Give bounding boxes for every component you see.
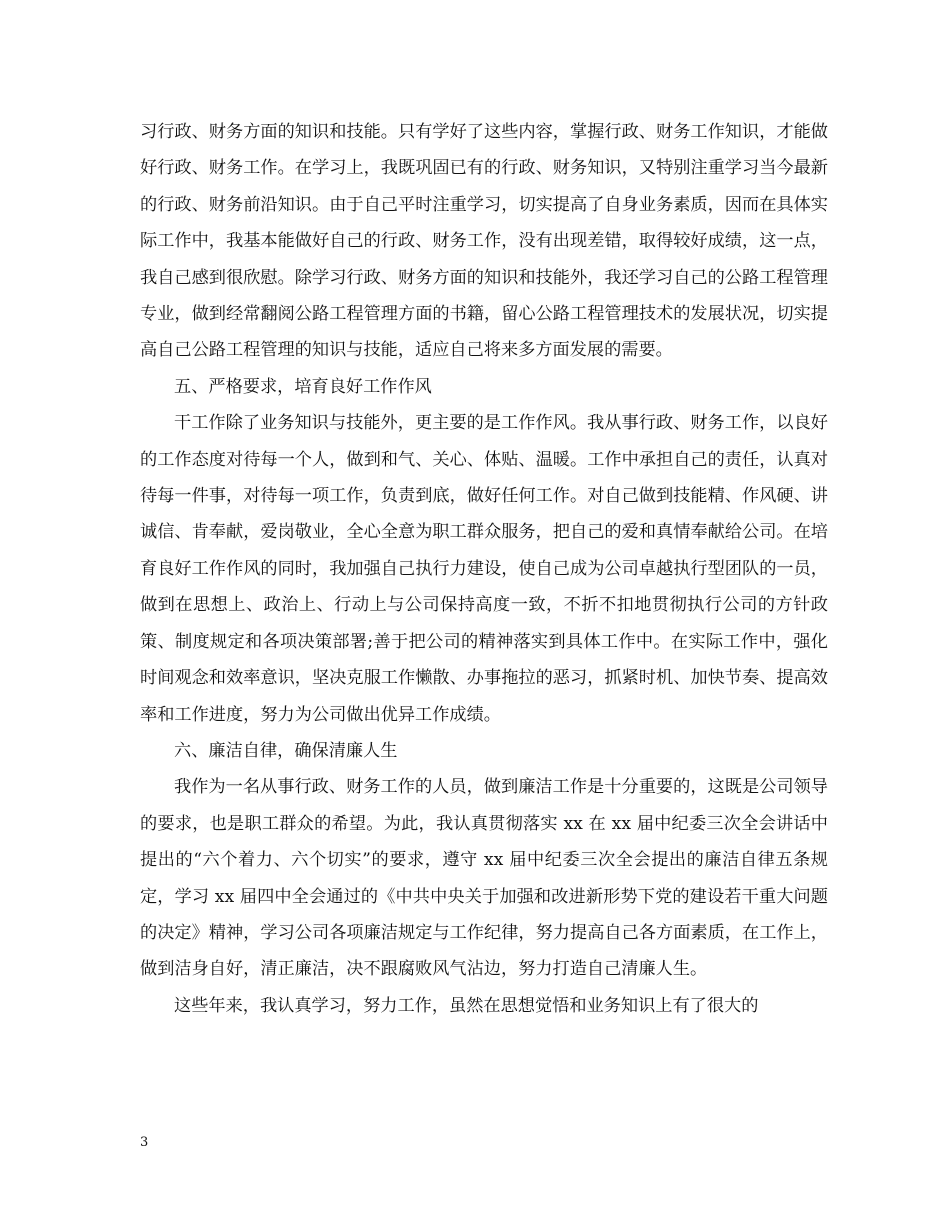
paragraph-closing: 这些年来，我认真学习，努力工作，虽然在思想觉悟和业务知识上有了很大的 — [174, 995, 759, 1016]
section-heading-6: 六、廉洁自律，确保清廉人生 — [174, 740, 398, 761]
paragraph-work-style: 干工作除了业务知识与技能外，更主要的是工作作风。我从事行政、财务工作，以良好的工作态度对待每一个人，做到和气、关心、体贴、温暖。工作中承担自己的责任，认真对待每一件事，对待每一项工作，负责到底，做好任何工作。对自己做到技能精、作风硬、讲诚信、肯奉献，爱岗敬业，全心全意为职工群众服务，把自己的爱和真情奉献给公司。在培育良好工作作风的同时，我加强自己执行力建设，使自己成为公司卓越执行型团队的一员，做到在思想上、政治上、行动上与公司保持高度一致，不折不扣地贯彻执行公司的方针政策、制度规定和各项决策部署;善于把公司的精神落实到具体工作中。在实际工作中，强化时间观念和效率意识，坚决克服工作懒散、办事拖拉的恶习，抓紧时机、加快节奏、提高效率和工作进度，努力为公司做出优异工作成绩。 — [140, 413, 828, 725]
section-heading-5: 五、严格要求，培育良好工作作风 — [174, 376, 432, 397]
document-body — [140, 114, 828, 1024]
page-number: 3 — [140, 1135, 149, 1150]
paragraph-continued: 习行政、财务方面的知识和技能。只有学好了这些内容，掌握行政、财务工作知识，才能做好行政、财务工作。在学习上，我既巩固已有的行政、财务知识，又特别注重学习当今最新的行政、财务前沿知识。由于自己平时注重学习，切实提高了自身业务素质，因而在具体实际工作中，我基本能做好自己的行政、财务工作，没有出现差错，取得较好成绩，这一点，我自己感到很欣慰。除学习行政、财务方面的知识和技能外，我还学习自己的公路工程管理专业，做到经常翻阅公路工程管理方面的书籍，留心公路工程管理技术的发展状况，切实提高自己公路工程管理的知识与技能，适应自己将来多方面发展的需要。 — [140, 122, 828, 361]
paragraph-integrity: 我作为一名从事行政、财务工作的人员，做到廉洁工作是十分重要的，这既是公司领导的要求，也是职工群众的希望。为此，我认真贯彻落实 xx 在 xx 届中纪委三次全会讲话中提出的“六个着力、六个切实”的要求，遵守 xx 届中纪委三次全会提出的廉洁自律五条规定，学习 xx 届四中全会通过的《中共中央关于加强和改进新形势下党的建设若干重大问题的决定》精神，学习公司各项廉洁规定与工作纪律，努力提高自己各方面素质，在工作上，做到洁身自好，清正廉洁，决不跟腐败风气沾边，努力打造自己清廉人生。 — [140, 777, 828, 980]
